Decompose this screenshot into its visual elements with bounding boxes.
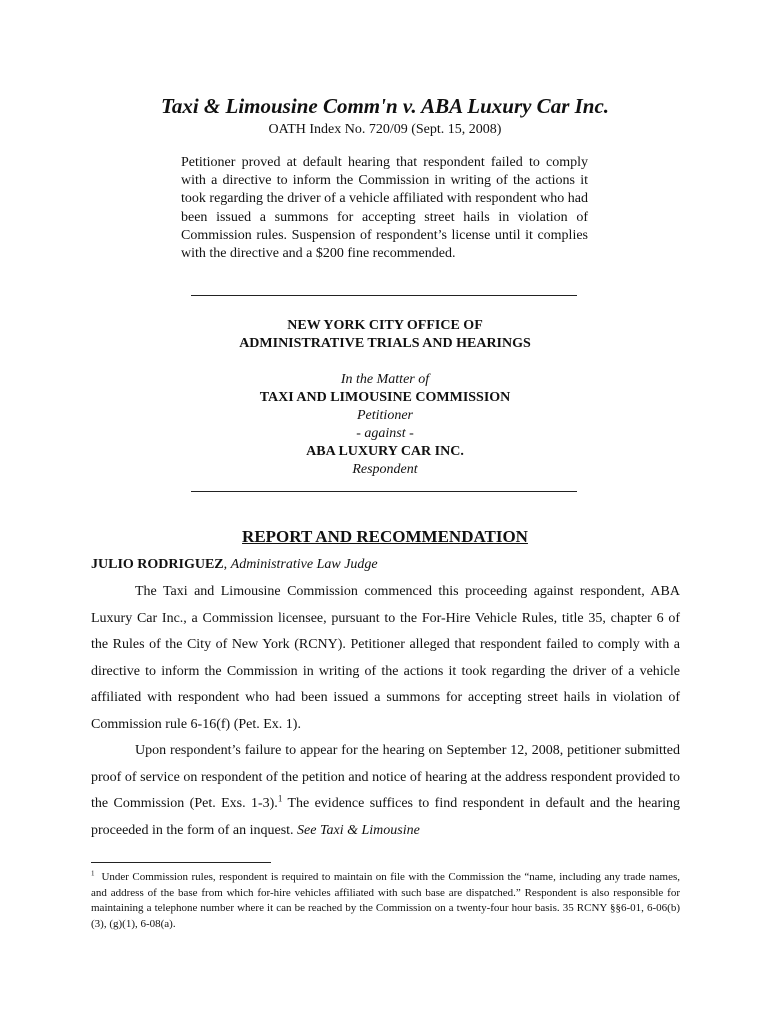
citation: See Taxi & Limousine <box>297 822 420 838</box>
respondent-name: ABA LUXURY CAR INC. <box>306 444 464 459</box>
petitioner-role: Petitioner <box>357 408 413 423</box>
in-the-matter-of: In the Matter of <box>340 372 430 387</box>
case-caption <box>0 371 770 479</box>
footnote-reference[interactable]: 1 <box>277 793 283 804</box>
footnote-marker: 1 <box>91 869 95 878</box>
judge-line <box>91 557 378 573</box>
office-line-1: NEW YORK CITY OFFICE OF <box>287 318 483 333</box>
report-heading: REPORT AND RECOMMENDATION <box>242 527 528 546</box>
paragraph-1: The Taxi and Limousine Commission commenced this proceeding against respondent, ABA Luxury Car Inc., a Commission licensee, pursuant to the For-Hire Vehicle Rules, title 35, chapter 6 of the Rules of the City of New York (RCNY). Petitioner alleged that respondent failed to comply with a directive to inform the Commission in writing of the actions it took regarding the driver of a vehicle affiliated with respondent who had been issued a summons for accepting street hails in violation of Commission rule 6-16(f) (Pet. Ex. 1). <box>91 584 680 732</box>
divider-top <box>191 295 577 296</box>
report-body <box>91 579 680 844</box>
judge-name: JULIO RODRIGUEZ <box>91 557 224 572</box>
office-heading <box>0 317 770 353</box>
office-line-2: ADMINISTRATIVE TRIALS AND HEARINGS <box>239 336 531 351</box>
divider-bottom <box>191 491 577 492</box>
petitioner-name: TAXI AND LIMOUSINE COMMISSION <box>259 390 511 405</box>
paragraph-2-text-a: Upon respondent’s failure to appear for the hearing on September 12, 2008, petitioner submitted proof of service on respondent of the petition and notice of hearing at the address respondent provided to the Commission (Pet. Exs. 1-3). <box>91 743 680 811</box>
footnote-divider <box>91 862 271 863</box>
case-summary: Petitioner proved at default hearing that respondent failed to comply with a directive to inform the Commission in writing of the actions it took regarding the driver of a vehicle affiliated with respondent who had been issued a summons for accepting street hails in violation of Commission rules. Suspension of respondent’s license until it complies with the directive and a $200 fine recommended. <box>181 155 588 262</box>
judge-title: Administrative Law Judge <box>230 557 378 572</box>
footnote <box>91 870 680 932</box>
index-number: OATH Index No. 720/09 (Sept. 15, 2008) <box>268 122 502 137</box>
footnote-text: Under Commission rules, respondent is required to maintain on file with the Commission the “name, including any trade names, and address of the base from which for-hire vehicles affiliated with such base are dispatched.” Respondent is also responsible for maintaining a telephone number where it can be reached by the Commission on a twenty-four hour basis. 35 RCNY §§6-01, 6-06(b)(3), (g)(1), 6-08(a). <box>91 871 680 930</box>
judge-separator: , <box>223 557 231 572</box>
paragraph-2-text-b: The evidence suffices to find respondent in default and the hearing proceeded in the form of an inquest. <box>91 796 680 838</box>
against-label: - against - <box>356 426 414 441</box>
respondent-role: Respondent <box>352 462 418 477</box>
paragraph-2 <box>91 738 680 844</box>
case-title: Taxi & Limousine Comm'n v. ABA Luxury Car Inc. <box>160 94 610 118</box>
